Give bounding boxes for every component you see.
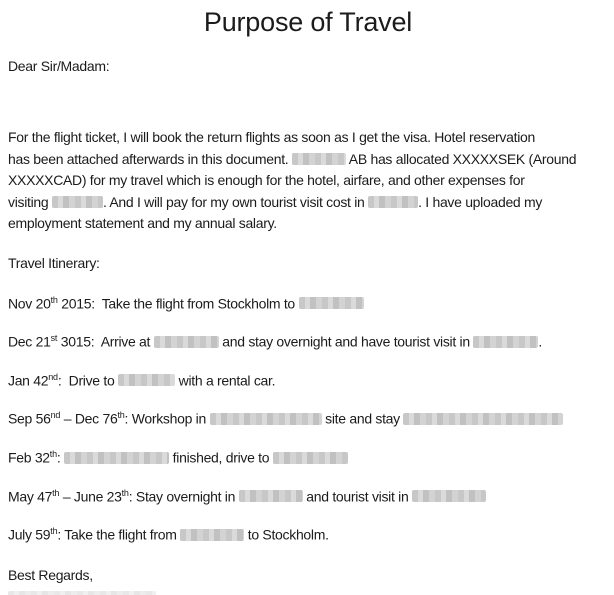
text-segment: 3015: Arrive at — [57, 333, 154, 350]
redacted-text — [299, 297, 364, 309]
redacted-text — [473, 336, 538, 348]
line-closing — [8, 566, 608, 585]
redacted-text — [412, 490, 486, 502]
line-itin-nov — [8, 291, 608, 314]
ordinal-suffix: th — [121, 487, 129, 498]
line-itinerary-heading — [8, 254, 608, 273]
redacted-text — [154, 336, 219, 348]
redacted-text — [64, 452, 169, 464]
text-segment: May 47 — [8, 488, 53, 505]
text-segment: . And I will pay for my own tourist visit cost in — [102, 193, 369, 210]
text-segment: Dear Sir/Madam: — [8, 58, 110, 74]
text-segment: Sep 56 — [8, 411, 51, 428]
ordinal-suffix: st — [50, 333, 58, 344]
text-segment: and stay overnight and have tourist visit in — [218, 333, 474, 350]
ordinal-suffix: nd — [50, 410, 61, 421]
text-segment: employment statement and my annual salary. — [8, 215, 277, 231]
redacted-text — [292, 153, 346, 165]
line-itin-may — [8, 484, 608, 507]
text-segment: : Stay overnight in — [128, 488, 239, 505]
text-segment: Best Regards, — [8, 567, 93, 584]
text-segment: : Take the flight from — [57, 527, 181, 544]
line-para-2 — [8, 149, 608, 171]
text-segment: : — [56, 449, 65, 466]
text-segment: Jan 42 — [8, 372, 49, 389]
text-segment: site and stay — [321, 411, 404, 428]
ordinal-suffix: th — [50, 526, 58, 537]
text-segment: Purpose of Travel — [203, 7, 413, 37]
line-itin-sep — [8, 406, 608, 429]
line-para-5 — [8, 213, 608, 235]
ordinal-suffix: th — [50, 294, 58, 305]
line-itin-jan — [8, 368, 608, 391]
text-segment: finished, drive to — [169, 449, 273, 466]
ordinal-suffix: th — [52, 487, 60, 498]
text-segment: and tourist visit in — [302, 488, 413, 505]
text-segment: Dec 21 — [8, 333, 51, 350]
redacted-text — [118, 374, 175, 386]
text-segment: 2015: Take the flight from Stockholm to — [57, 295, 299, 312]
text-segment: Nov 20 — [8, 295, 51, 312]
redacted-text — [403, 413, 563, 425]
redacted-text — [368, 196, 418, 208]
text-segment: July 59 — [8, 527, 51, 544]
text-segment: – June 23 — [59, 488, 122, 505]
redacted-text — [239, 490, 303, 502]
line-salutation — [8, 57, 608, 76]
text-segment: has been attached afterwards in this document. — [8, 150, 292, 167]
line-signature-smudge — [8, 588, 608, 595]
text-segment: Feb 32 — [8, 449, 50, 466]
text-segment: AB has allocated XXXXXSEK (Around — [345, 150, 577, 167]
text-segment: – Dec 76 — [60, 411, 118, 428]
line-title — [8, 4, 608, 40]
text-segment: : Workshop in — [124, 411, 210, 428]
line-para-4 — [8, 192, 608, 214]
redacted-text — [52, 196, 103, 208]
text-segment: . — [538, 333, 542, 350]
line-itin-feb — [8, 445, 608, 468]
redacted-text — [210, 413, 322, 425]
redacted-text — [8, 591, 156, 595]
text-segment: For the flight ticket, I will book the return flights as soon as I get the visa. Hotel reservation — [8, 129, 535, 145]
redacted-text — [273, 452, 348, 464]
line-itin-dec — [8, 329, 608, 352]
ordinal-suffix: nd — [48, 371, 58, 382]
line-para-1 — [8, 127, 608, 149]
line-para-3 — [8, 170, 608, 192]
text-segment: visiting — [8, 193, 52, 210]
ordinal-suffix: th — [49, 449, 57, 460]
text-segment: to Stockholm. — [244, 527, 329, 544]
text-segment: with a rental car. — [175, 372, 276, 389]
redacted-text — [180, 529, 244, 541]
text-segment: Travel Itinerary: — [8, 254, 100, 271]
line-itin-july — [8, 522, 608, 545]
ordinal-suffix: th — [117, 410, 125, 421]
text-segment: XXXXXCAD) for my travel which is enough for the hotel, airfare, and other expenses for — [8, 172, 525, 188]
text-segment: . I have uploaded my — [418, 193, 543, 210]
text-segment: : Drive to — [57, 372, 119, 389]
